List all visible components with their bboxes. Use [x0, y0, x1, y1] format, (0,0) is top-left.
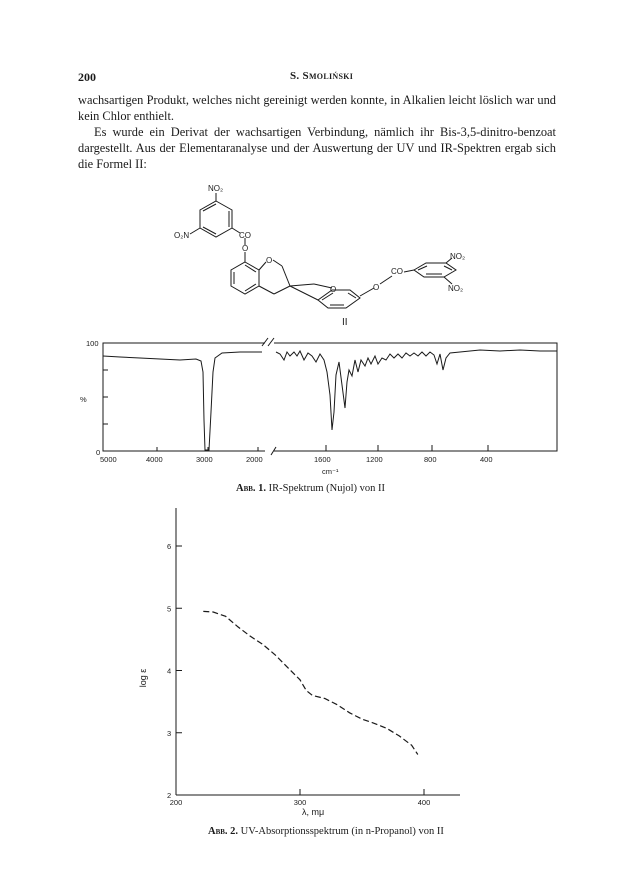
uv-series-line [203, 611, 417, 754]
ir-x-tick-2000: 2000 [246, 455, 263, 464]
ir-caption-prefix: Abb. 1. [236, 483, 267, 494]
paragraph-2: Es wurde ein Derivat der wachsartigen Verbindung, nämlich ihr Bis-3,5-dinitro-benzoat dargestellt. Aus der Elementaranalyse und der Auswertung der UV und IR-Spektren ergab sich die Formel II: [78, 125, 556, 171]
page-number: 200 [78, 70, 96, 84]
ir-x-tick-800: 800 [424, 455, 437, 464]
label-no2-right-top: NO₂ [450, 252, 466, 261]
label-no2-right-bottom: NO₂ [448, 284, 464, 293]
label-co-right: CO [391, 267, 403, 276]
uv-axes [176, 508, 460, 795]
label-o2n-left: O₂N [174, 231, 190, 240]
uv-y-tick-label: 3 [167, 728, 172, 738]
uv-x-tick-label: 300 [293, 798, 307, 807]
ir-y-tick-100: 100 [86, 339, 99, 348]
uv-series [203, 611, 417, 754]
compound-label: II [342, 317, 348, 328]
label-o-left: O [242, 244, 249, 253]
ir-x-tick-1600: 1600 [314, 455, 331, 464]
label-o-bridge: O [373, 283, 380, 292]
uv-y-ticks [167, 542, 182, 800]
ir-caption-text: IR-Spektrum (Nujol) von II [268, 483, 386, 494]
author-surname: Smoliński [302, 70, 354, 82]
uv-y-label: log ε [138, 668, 148, 688]
ir-x-tick-3000: 3000 [196, 455, 213, 464]
uv-caption-text: UV-Absorptionsspektrum (in n-Propanol) von II [240, 826, 444, 837]
ir-x-tick-5000: 5000 [100, 455, 117, 464]
uv-y-tick-label: 2 [167, 791, 172, 800]
ir-x-unit: cm⁻¹ [322, 467, 339, 476]
uv-x-ticks [170, 789, 431, 807]
ir-x-tick-4000: 4000 [146, 455, 163, 464]
uv-caption-prefix: Abb. 2. [208, 826, 239, 837]
uv-x-tick-label: 200 [169, 798, 183, 807]
uv-y-tick-label: 5 [167, 604, 172, 614]
running-head-author [290, 70, 353, 82]
ir-caption [236, 483, 385, 494]
uv-y-tick-label: 4 [167, 666, 172, 676]
uv-x-label: λ, mμ [302, 807, 325, 817]
label-o-right-ring: O [330, 285, 337, 294]
ir-y-label: % [80, 395, 87, 404]
uv-caption [208, 826, 444, 837]
label-no2-top: NO₂ [208, 184, 224, 193]
uv-y-tick-label: 6 [167, 542, 172, 551]
ir-x-tick-1200: 1200 [366, 455, 383, 464]
ir-y-tick-0: 0 [96, 448, 101, 457]
ir-x-tick-400: 400 [480, 455, 493, 464]
paragraph-1: wachsartigen Produkt, welches nicht gereinigt werden konnte, in Alkalien leicht löslich war und kein Chlor enthielt. [78, 93, 556, 123]
author-initial: S. [290, 70, 300, 82]
uv-x-tick-label: 400 [417, 798, 431, 807]
label-ring-o: O [266, 256, 273, 265]
label-co-left: CO [239, 231, 251, 240]
